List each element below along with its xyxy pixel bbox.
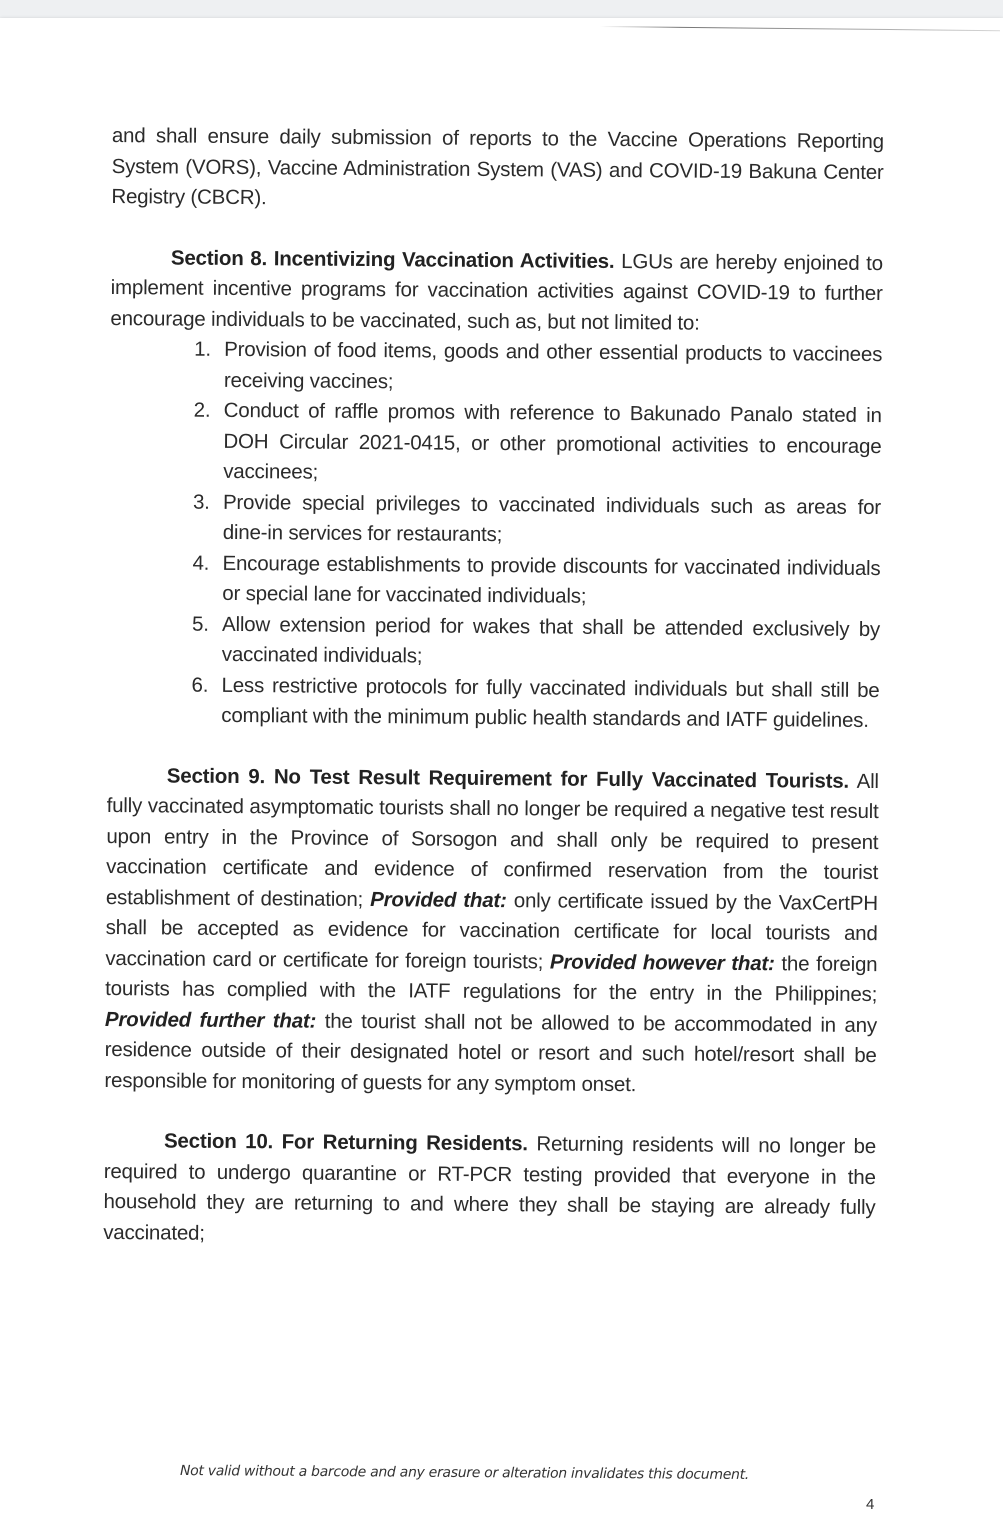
list-item-text: Provide special privileges to vaccinated individuals such as areas for dine-in services for restaurants; [222,490,882,547]
list-item-text: Less restrictive protocols for fully vaccinated individuals but shall still be compliant with the minimum public health standards and IATF guidelines. [221,673,880,732]
list-item [193,487,881,553]
list-item [194,335,882,401]
page-number: 4 [866,1496,875,1513]
section-9-paragraph [104,760,879,1102]
list-item-number: 3. [192,490,210,514]
document-page [0,18,1003,1533]
section-10-heading: Section 10. For Returning Residents. [163,1129,528,1156]
list-item-text: Encourage establishments to provide discounts for vaccinated individuals or special lane for vaccinated individuals; [222,551,881,608]
section-8-paragraph [110,242,883,340]
list-item-number: 1. [194,337,212,361]
scan-artifact-line [600,26,1000,31]
section-9-text-2: only certificate issued by the VaxCertPH shall be accepted as evidence for vaccination certificate for local tourists and vaccination card or certificate for foreign tourists; [105,888,878,973]
list-item-number: 2. [193,398,211,422]
list-item [192,609,880,675]
section-8-heading: Section 8. Incentivizing Vaccination Activities. [170,245,615,273]
list-item-text: Allow extension period for wakes that shall be attended exclusively by vaccinated individuals; [221,612,881,668]
list-item-number: 4. [192,551,210,575]
document-body [103,121,884,1254]
section-9-text-1: All fully vaccinated asymptomatic tourists shall no longer be required a negative test result upon entry in the Province of Sorsogon and shall only be required to present vaccination certificate and evidence of confirmed reservation from the tourist establishment of destination; [105,769,879,911]
section-10-text: Returning residents will no longer be required to undergo quarantine or RT-PCR testing provided that everyone in the household they are returning to and where they shall be staying are already fully vaccinated; [103,1132,877,1245]
list-item-text: Conduct of raffle promos with reference to Bakunado Panalo stated in DOH Circular 2021-0415, or other promotional activities to encourage vaccinees; [223,398,882,484]
section-9-proviso-2: Provided however that: [549,949,775,975]
incentive-list [191,335,882,737]
section-10-paragraph [103,1126,876,1254]
footer-validity-note: Not valid without a barcode and any erasure or alteration invalidates this document. [179,1463,750,1483]
section-9-text-3: the foreign tourists has complied with the IATF regulations for the entry in the Philippines; [105,951,878,1007]
section-9-text-4: the tourist shall not be allowed to be accommodated in any residence outside of their designated hotel or resort and such hotel/resort shall be responsible for monitoring of guests for any symptom onset. [104,1009,878,1096]
section-8-intro: LGUs are hereby enjoined to implement incentive programs for vaccination activities against COVID-19 to further encourage individuals to be vaccinated, such as, but not limited to: [110,249,883,335]
list-item [191,670,879,736]
section-9-heading: Section 9. No Test Result Requirement for Fully Vaccinated Tourists. [166,763,850,793]
continuation-paragraph: and shall ensure daily submission of reports to the Vaccine Operations Reporting System (VORS), Vaccine Administration System (VAS) and COVID-19 Bakuna Center Registry (CBCR). [111,123,884,210]
list-item-number: 5. [191,612,209,636]
list-item-number: 6. [191,673,209,697]
list-item-text: Provision of food items, goods and other essential products to vaccinees receiving vaccines; [223,337,883,393]
section-9-proviso-3: Provided further that: [104,1007,317,1033]
section-9-proviso-1: Provided that: [370,887,507,912]
list-item [193,396,882,493]
list-item [192,548,880,614]
